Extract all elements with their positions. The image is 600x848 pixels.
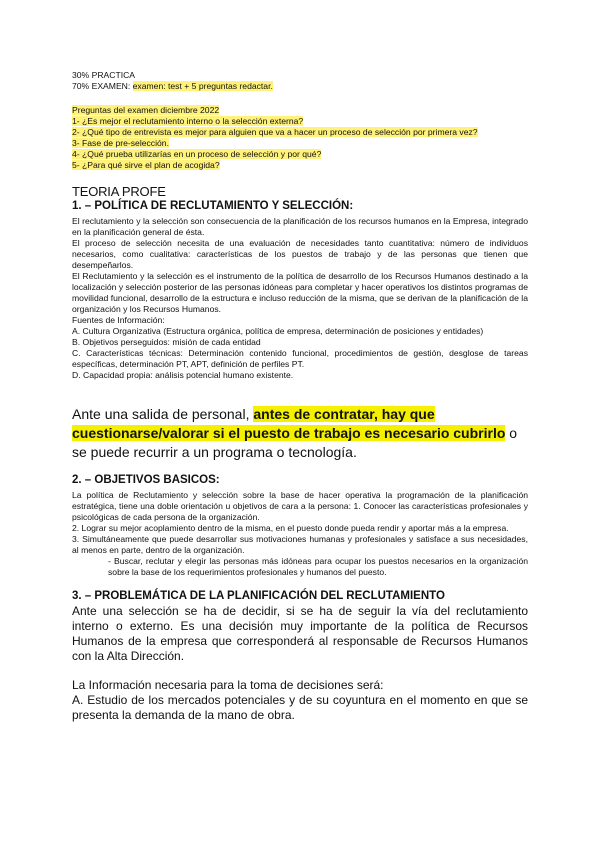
source-d: D. Capacidad propia: análisis potencial humano existente. <box>72 370 294 380</box>
examen-prefix: 70% EXAMEN: <box>72 81 133 91</box>
question-4: 4- ¿Qué prueba utilizarías en un proceso de selección y por qué? <box>72 149 322 159</box>
callout-prefix: Ante una salida de personal, <box>72 406 254 422</box>
callout-paragraph <box>72 405 528 462</box>
practica-line: 30% PRACTICA <box>72 70 136 80</box>
examen-line <box>72 81 528 92</box>
section3-body <box>72 604 528 723</box>
question-3: 3- Fase de pre-selección. <box>72 138 169 148</box>
examen-highlight: examen: test + 5 preguntas redactar. <box>132 81 273 91</box>
section3-p1: Ante una selección se ha de decidir, si se ha de seguir la vía del reclutamiento interno o externo. Es una decisión muy importante de la política de Recursos Humanos de la empresa que corresponderá al responsable de Recursos Humanos con la Alta Dirección. <box>72 604 528 663</box>
section3-p3: A. Estudio de los mercados potenciales y de su coyuntura en el momento en que se presenta la demanda de la mano de obra. <box>72 693 528 722</box>
section1-p1: El reclutamiento y la selección son consecuencia de la planificación de los recursos humanos en la Empresa, integrado en la planificación general de ésta. <box>72 216 528 237</box>
section2-title: 2. – OBJETIVOS BASICOS: <box>72 474 220 486</box>
source-a: A. Cultura Organizativa (Estructura orgánica, política de empresa, determinación de posiciones y entidades) <box>72 326 484 336</box>
sources-title: Fuentes de Información: <box>72 315 165 325</box>
section1-p3: El Reclutamiento y la selección es el instrumento de la política de desarrollo de los Recursos Humanos destinado a la localización y selección posterior de las personas idóneas para completar y hacer operativos los distintos programas de movilidad funcional, desarrollo de la estructura e incluso reducción de la misma, que se derivan de la planificación de la organización y los Recursos Humanos. <box>72 271 528 314</box>
section2-p3: 3. Simultáneamente que puede desarrollar sus motivaciones humanas y profesionales y satisface a sus necesidades, al menos en parte, dentro de la organización. <box>72 534 528 555</box>
callout-highlight: antes de contratar, hay que cuestionarse/valorar si el puesto de trabajo es necesario cubrirlo <box>72 406 506 441</box>
exam-questions <box>72 105 528 171</box>
teoria-heading: TEORIA PROFE <box>72 184 166 199</box>
section2-body <box>72 490 528 578</box>
section1-body <box>72 216 528 381</box>
section1-title: 1. – POLÍTICA DE RECLUTAMIENTO Y SELECCIÓN: <box>72 200 354 212</box>
exam-questions-title: Preguntas del examen diciembre 2022 <box>72 105 220 115</box>
section2-p1: La política de Reclutamiento y selección sobre la base de hacer operativa la programación de la planificación estratégica, tiene una doble orientación u objetivos de cara a la persona: 1. Conocer las características profesionales y psicológicas de cada persona de la organización. <box>72 490 528 522</box>
section1-p2: El proceso de selección necesita de una evaluación de necesidades tanto cuantitativa: número de individuos necesarios, como cualitativa: características de los puestos de trabajo y de las personas que tienen que desempeñarlos. <box>72 238 528 270</box>
callout-suffix: o se puede recurrir a un programa o tecnología. <box>72 425 518 460</box>
section2-p4: - Buscar, reclutar y elegir las personas más idóneas para ocupar los puestos necesarios en la organización sobre la base de los requerimientos profesionales y humanos del puesto. <box>108 556 528 577</box>
source-b: B. Objetivos perseguidos: misión de cada entidad <box>72 337 261 347</box>
document-page <box>72 70 528 723</box>
header-block <box>72 70 528 92</box>
question-5: 5- ¿Para qué sirve el plan de acogida? <box>72 160 220 170</box>
section3-title: 3. – PROBLEMÁTICA DE LA PLANIFICACIÓN DEL RECLUTAMIENTO <box>72 590 445 602</box>
question-2: 2- ¿Qué tipo de entrevista es mejor para alguien que va a hacer un proceso de selección por primera vez? <box>72 127 478 137</box>
source-c: C. Características técnicas: Determinación contenido funcional, procedimientos de gestión, desglose de tareas específicas, determinación PT, APT, definición de perfiles PT. <box>72 348 528 369</box>
section3-p2: La Información necesaria para la toma de decisiones será: <box>72 678 384 692</box>
section2-p2: 2. Lograr su mejor acoplamiento dentro de la misma, en el puesto donde pueda rendir y aportar más a la empresa. <box>72 523 509 533</box>
question-1: 1- ¿Es mejor el reclutamiento interno o la selección externa? <box>72 116 304 126</box>
